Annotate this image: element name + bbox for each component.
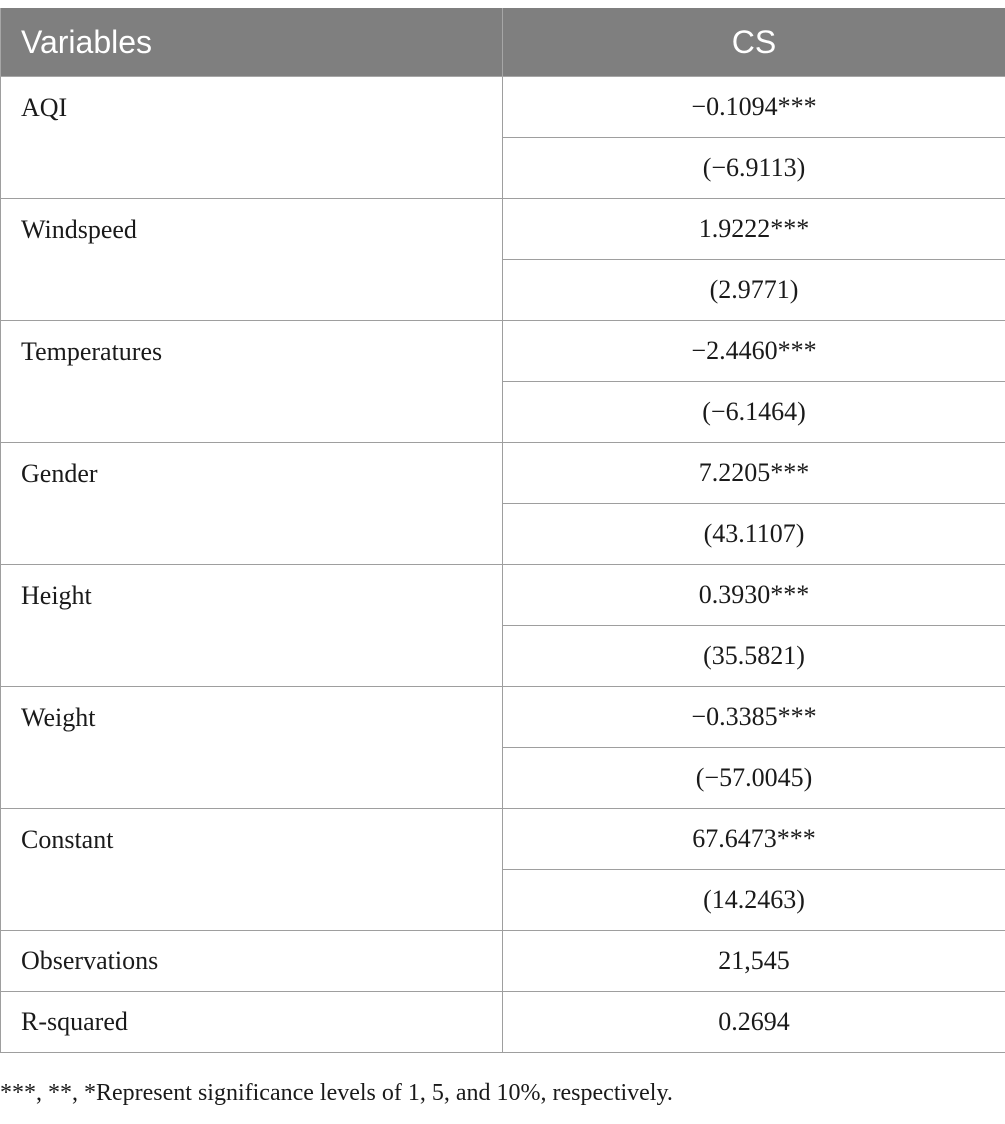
t-statistic-cell: (−57.0045) bbox=[503, 748, 1005, 809]
table-row bbox=[1, 687, 1005, 748]
variable-name: AQI bbox=[1, 77, 503, 199]
t-statistic-cell: (−6.1464) bbox=[503, 382, 1005, 443]
variable-name: Temperatures bbox=[1, 321, 503, 443]
variable-name: Height bbox=[1, 565, 503, 687]
coefficient-cell: −0.3385*** bbox=[503, 687, 1005, 748]
summary-label: R-squared bbox=[1, 992, 503, 1053]
regression-table bbox=[0, 8, 1005, 1053]
variable-name: Gender bbox=[1, 443, 503, 565]
table-row bbox=[1, 931, 1005, 992]
table-header-row bbox=[1, 8, 1005, 77]
table-footnote: ***, **, *Represent significance levels of 1, 5, and 10%, respectively. bbox=[0, 1080, 673, 1106]
table-row bbox=[1, 199, 1005, 260]
table-row bbox=[1, 443, 1005, 504]
coefficient-cell: −0.1094*** bbox=[503, 77, 1005, 138]
header-variables: Variables bbox=[1, 8, 503, 77]
summary-value: 0.2694 bbox=[503, 992, 1005, 1053]
table-row bbox=[1, 565, 1005, 626]
t-statistic-cell: (−6.9113) bbox=[503, 138, 1005, 199]
t-statistic-cell: (35.5821) bbox=[503, 626, 1005, 687]
variable-name: Weight bbox=[1, 687, 503, 809]
regression-table-container bbox=[0, 8, 1005, 1053]
header-cs: CS bbox=[503, 8, 1005, 77]
summary-label: Observations bbox=[1, 931, 503, 992]
variable-name: Constant bbox=[1, 809, 503, 931]
t-statistic-cell: (43.1107) bbox=[503, 504, 1005, 565]
t-statistic-cell: (14.2463) bbox=[503, 870, 1005, 931]
coefficient-cell: 7.2205*** bbox=[503, 443, 1005, 504]
summary-value: 21,545 bbox=[503, 931, 1005, 992]
table-row bbox=[1, 321, 1005, 382]
coefficient-cell: 67.6473*** bbox=[503, 809, 1005, 870]
coefficient-cell: 0.3930*** bbox=[503, 565, 1005, 626]
table-row bbox=[1, 809, 1005, 870]
coefficient-cell: −2.4460*** bbox=[503, 321, 1005, 382]
variable-name: Windspeed bbox=[1, 199, 503, 321]
t-statistic-cell: (2.9771) bbox=[503, 260, 1005, 321]
coefficient-cell: 1.9222*** bbox=[503, 199, 1005, 260]
table-row bbox=[1, 992, 1005, 1053]
table-row bbox=[1, 77, 1005, 138]
